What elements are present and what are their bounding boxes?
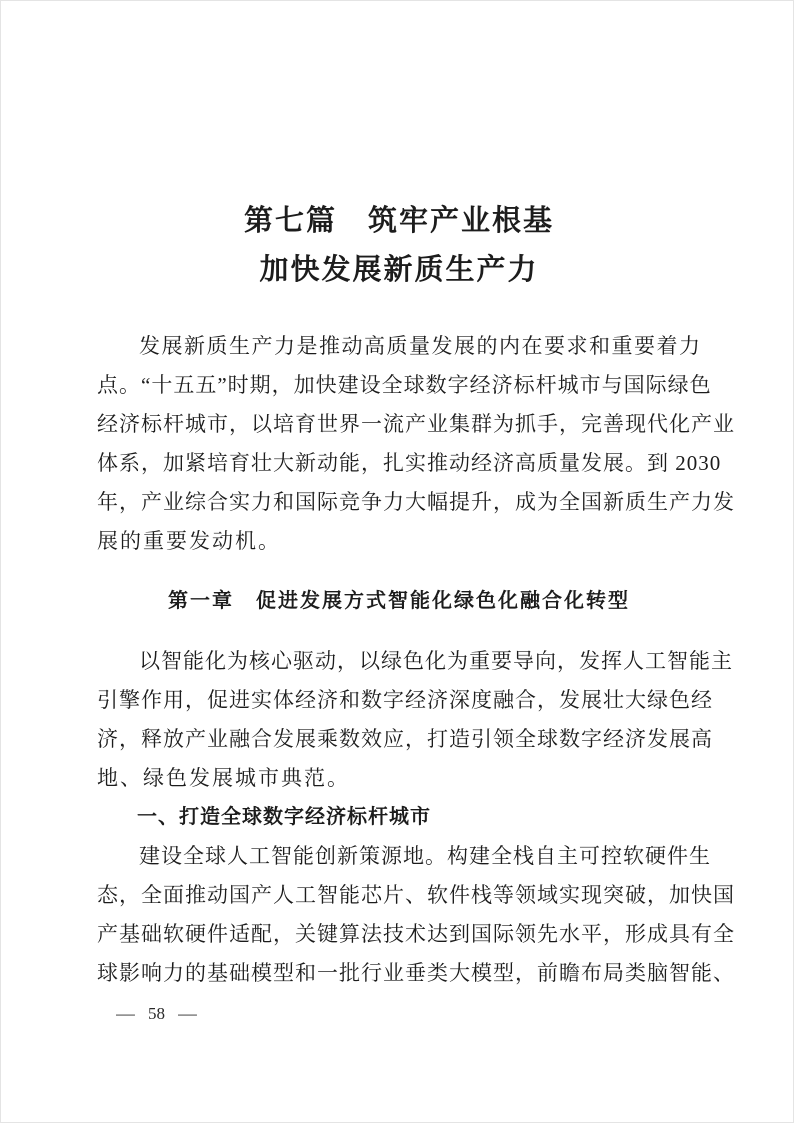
text-line: 发展新质生产力是推动高质量发展的内在要求和重要着力 (139, 334, 701, 358)
text-line: 态，全面推动国产人工智能芯片、软件栈等领域实现突破，加快国 (97, 883, 735, 907)
section-body-paragraph (97, 837, 735, 993)
text-line: 引擎作用，促进实体经济和数字经济深度融合，发展壮大绿色经 (97, 688, 713, 712)
chapter-intro-paragraph (97, 642, 733, 798)
text-line: 建设全球人工智能创新策源地。构建全栈自主可控软硬件生 (139, 844, 711, 868)
page-footer (117, 1001, 196, 1027)
page-title-line-2: 加快发展新质生产力 (259, 254, 539, 286)
page-title (97, 197, 701, 295)
text-line: 经济标杆城市，以培育世界一流产业集群为抓手，完善现代化产业 (97, 412, 735, 436)
text-line: 体系，加紧培育壮大新动能，扎实推动经济高质量发展。到 2030 (97, 451, 722, 475)
text-line: 以智能化为核心驱动，以绿色化为重要导向，发挥人工智能主 (139, 649, 733, 673)
footer-dash-right: — (178, 1004, 197, 1023)
text-line: 地、绿色发展城市典范。 (97, 766, 350, 790)
text-line: 点。“十五五”时期，加快建设全球数字经济标杆城市与国际绿色 (97, 373, 712, 397)
chapter-heading: 第一章 促进发展方式智能化绿色化融合化转型 (168, 590, 630, 612)
intro-paragraph (97, 327, 735, 561)
footer-dash-left: — (116, 1004, 135, 1023)
text-line: 展的重要发动机。 (97, 529, 281, 553)
text-line: 产基础软硬件适配，关键算法技术达到国际领先水平，形成具有全 (97, 922, 735, 946)
text-line: 球影响力的基础模型和一批行业垂类大模型，前瞻布局类脑智能、 (97, 961, 735, 985)
section-heading: 一、打造全球数字经济标杆城市 (137, 806, 431, 828)
page-title-line-1: 第七篇 筑牢产业根基 (243, 205, 554, 237)
page-content (97, 1, 735, 1122)
text-line: 年，产业综合实力和国际竞争力大幅提升，成为全国新质生产力发 (97, 490, 735, 514)
text-line: 济，释放产业融合发展乘数效应，打造引领全球数字经济发展高 (97, 727, 713, 751)
page-number: 58 (148, 1004, 165, 1023)
